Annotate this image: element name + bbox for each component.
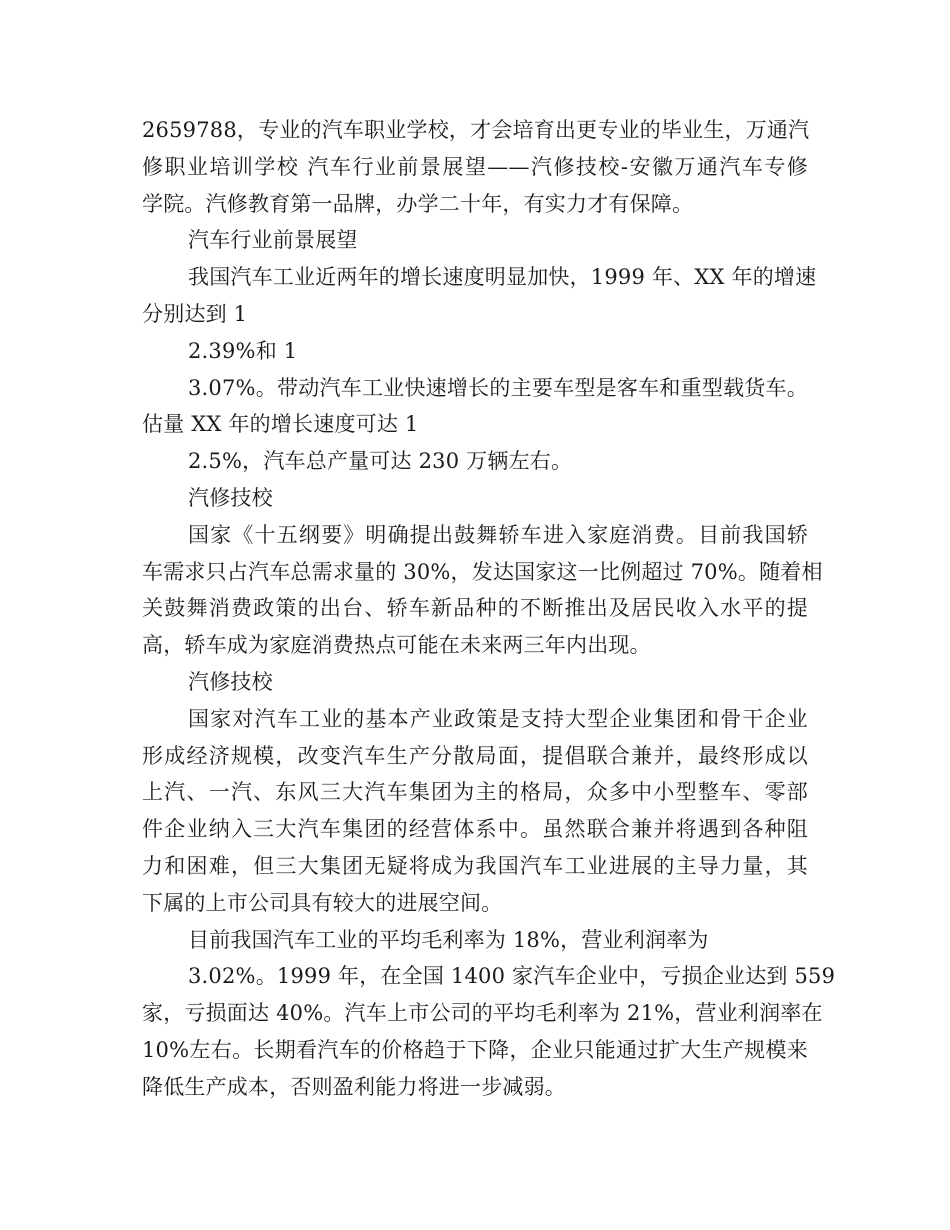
text-line: 件企业纳入三大汽车集团的经营体系中。虽然联合兼并将遇到各种阻 bbox=[142, 817, 808, 842]
text-line: 汽修技校 bbox=[188, 669, 273, 694]
text-line: 下属的上市公司具有较大的进展空间。 bbox=[142, 890, 503, 915]
text-line: 目前我国汽车工业的平均毛利率为 18%，营业利润率为 bbox=[188, 927, 709, 952]
text-line: 家，亏损面达 40%。汽车上市公司的平均毛利率为 21%，营业利润率在 bbox=[142, 1001, 823, 1026]
text-line: 降低生产成本，否则盈利能力将进一步减弱。 bbox=[142, 1074, 566, 1099]
text-line: 学院。汽修教育第一品牌，办学二十年，有实力才有保障。 bbox=[142, 191, 694, 216]
text-line: 估量 XX 年的增长速度可达 1 bbox=[142, 412, 419, 437]
text-line: 汽车行业前景展望 bbox=[188, 228, 358, 253]
text-line: 汽修技校 bbox=[188, 485, 273, 510]
text-line: 车需求只占汽车总需求量的 30%，发达国家这一比例超过 70%。随着相 bbox=[142, 559, 823, 584]
text-line: 3.02%。1999 年，在全国 1400 家汽车企业中，亏损企业达到 559 bbox=[188, 964, 836, 989]
text-line: 2.5%，汽车总产量可达 230 万辆左右。 bbox=[188, 449, 573, 474]
text-line: 修职业培训学校 汽车行业前景展望——汽修技校-安徽万通汽车专修 bbox=[142, 154, 808, 179]
text-line: 分别达到 1 bbox=[142, 301, 248, 326]
text-line: 2659788，专业的汽车职业学校，才会培育出更专业的毕业生，万通汽 bbox=[142, 118, 810, 142]
text-line: 我国汽车工业近两年的增长速度明显加快，1999 年、XX 年的增速 bbox=[188, 265, 817, 290]
text-line: 2.39%和 1 bbox=[188, 338, 298, 363]
text-line: 3.07%。带动汽车工业快速增长的主要车型是客车和重型载货车。 bbox=[188, 375, 808, 400]
document-body bbox=[142, 112, 836, 1106]
text-line: 高，轿车成为家庭消费热点可能在未来两三年内出现。 bbox=[142, 633, 651, 658]
text-line: 形成经济规模，改变汽车生产分散局面，提倡联合兼并，最终形成以 bbox=[142, 743, 808, 768]
text-line: 国家对汽车工业的基本产业政策是支持大型企业集团和骨干企业 bbox=[188, 706, 808, 731]
text-line: 国家《十五纲要》明确提出鼓舞轿车进入家庭消费。目前我国轿 bbox=[188, 522, 808, 547]
text-line: 上汽、一汽、东风三大汽车集团为主的格局，众多中小型整车、零部 bbox=[142, 780, 808, 805]
text-line: 关鼓舞消费政策的出台、轿车新品种的不断推出及居民收入水平的提 bbox=[142, 596, 808, 621]
text-line: 10%左右。长期看汽车的价格趋于下降，企业只能通过扩大生产规模来 bbox=[142, 1037, 808, 1062]
text-line: 力和困难，但三大集团无疑将成为我国汽车工业进展的主导力量，其 bbox=[142, 853, 808, 878]
